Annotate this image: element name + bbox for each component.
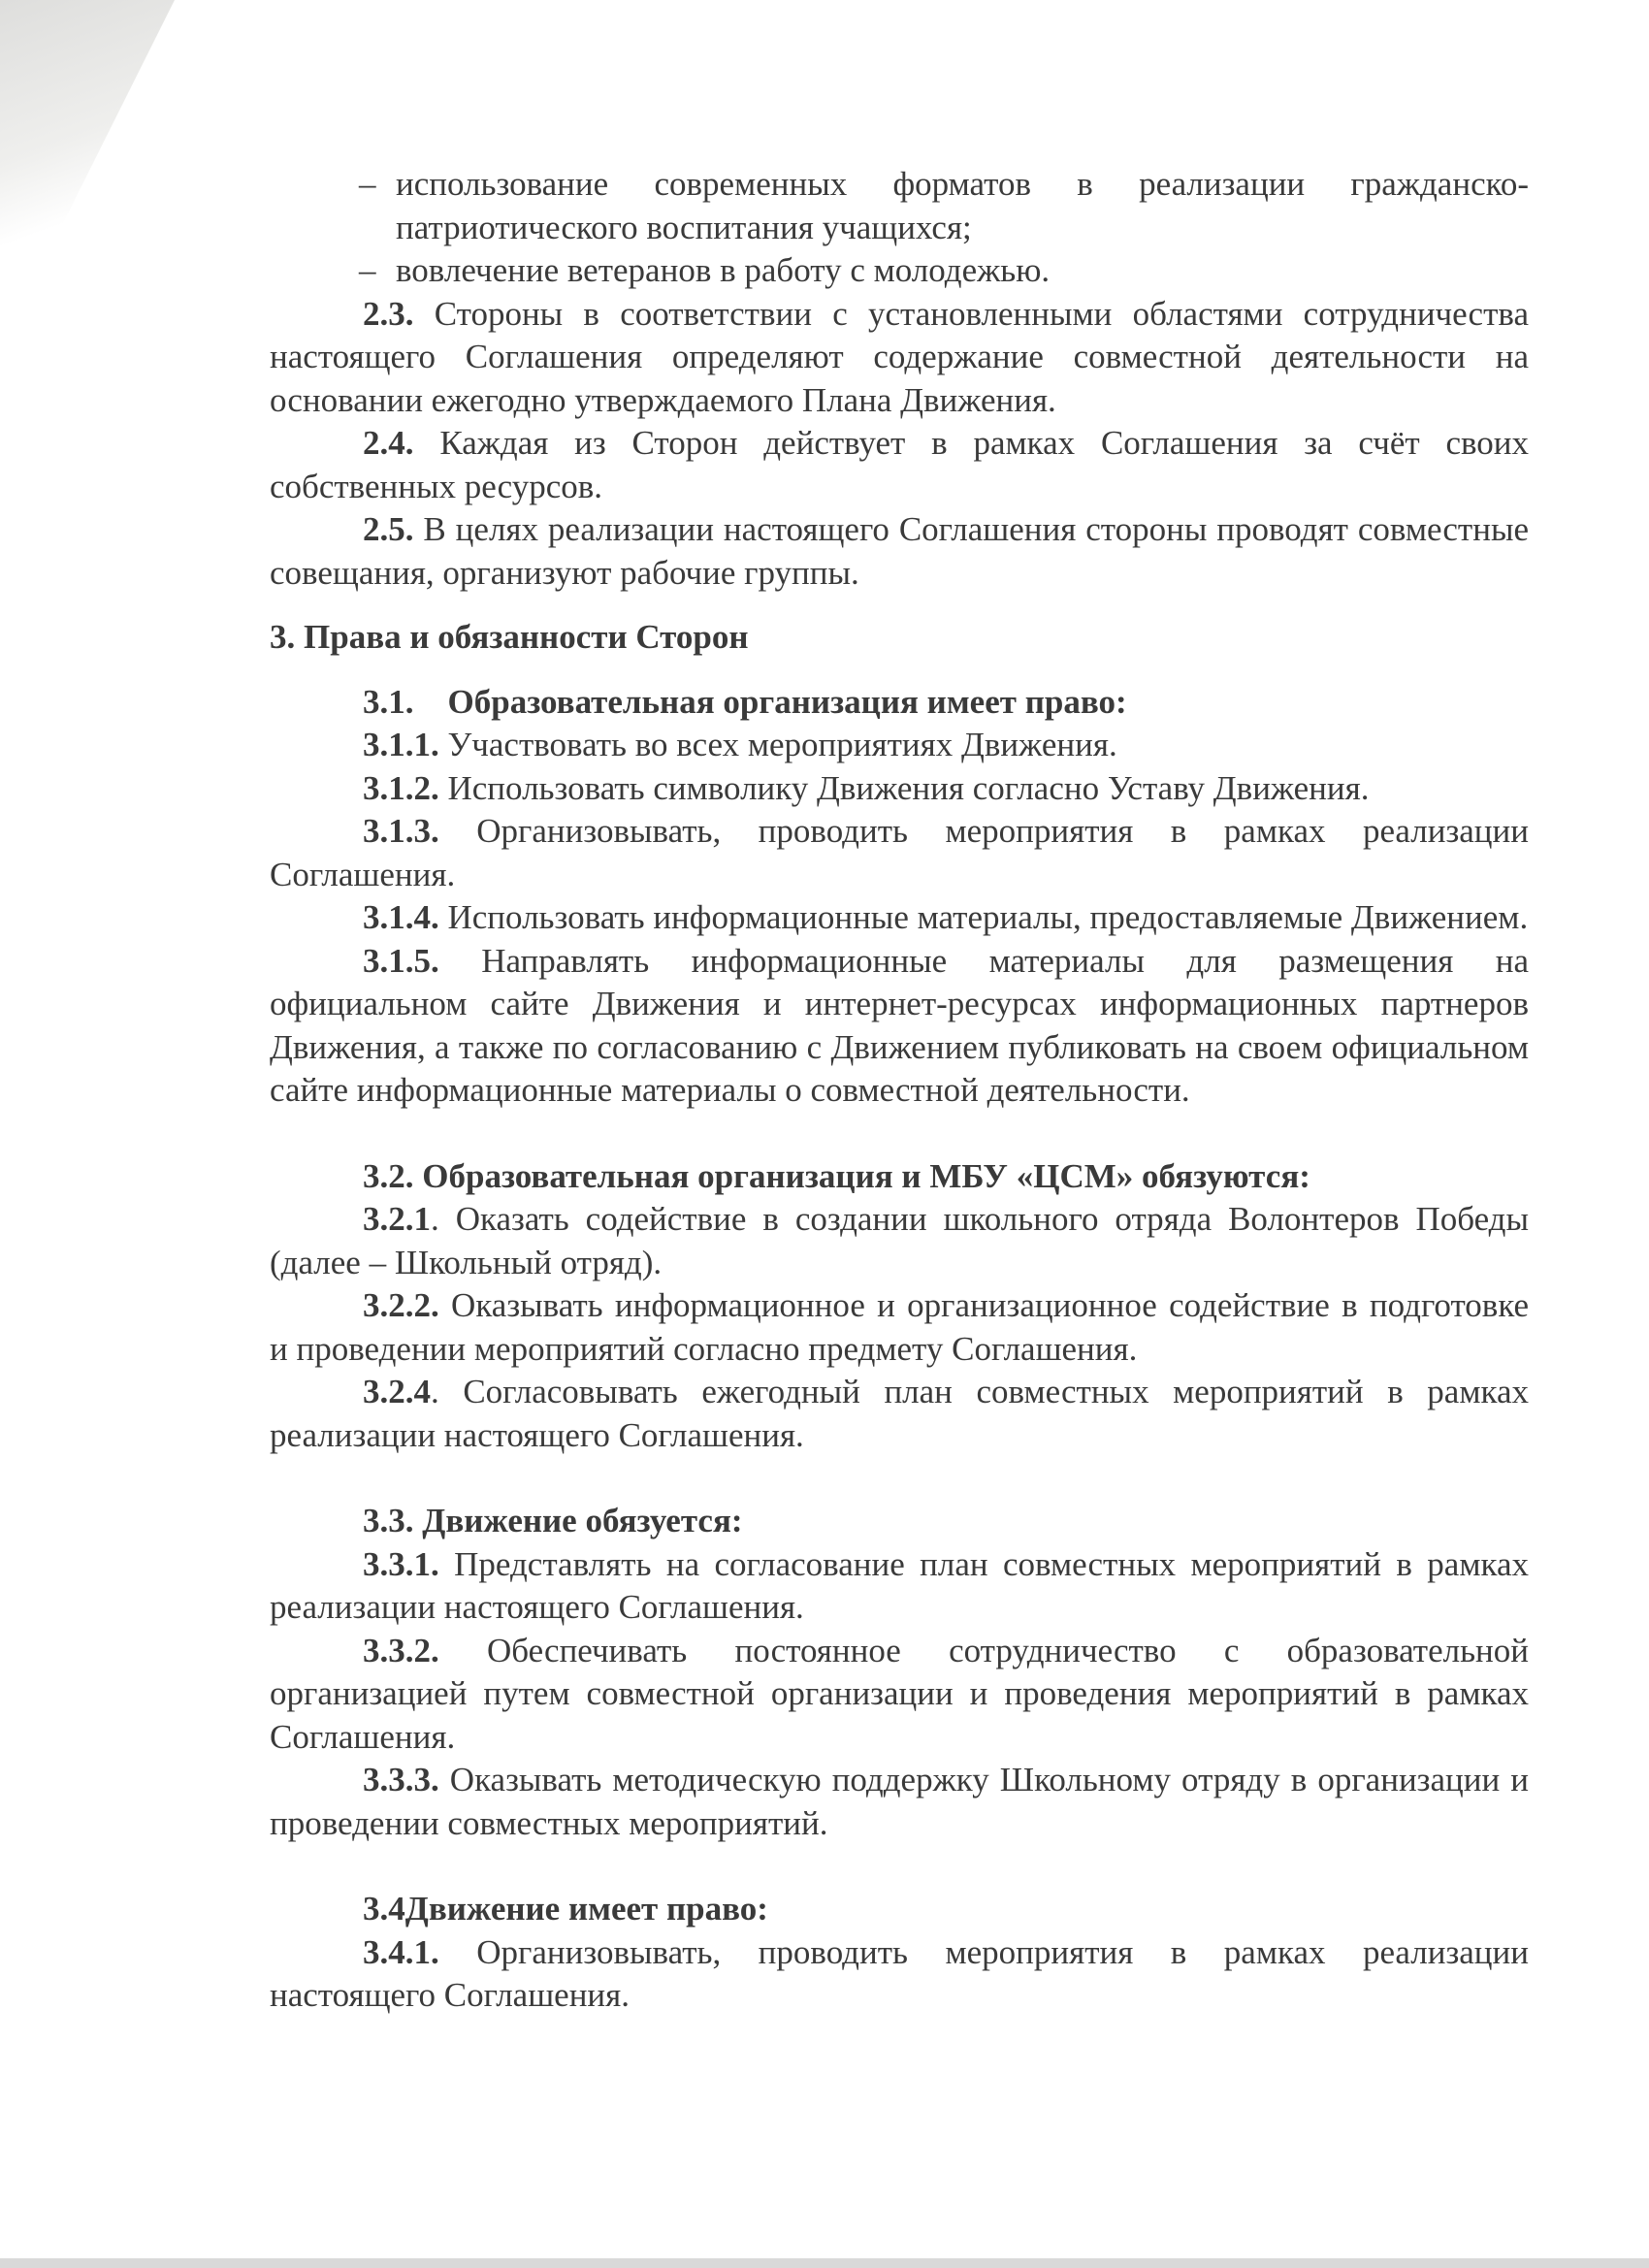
- clause-number: 3.3.1.: [363, 1544, 439, 1583]
- clause-text: Направлять информационные материалы для размещения на официальном сайте Движения и интернет-ресурсах информационных партнеров Движения, а также по согласованию с Движением публиковать на своем официальном сайте информационные материалы о совместной деятельности.: [270, 941, 1530, 1109]
- clause-number: 2.5.: [363, 510, 414, 548]
- list-item: [359, 163, 1529, 249]
- clause-text: Обеспечивать постоянное сотрудничество с образовательной организацией путем совместной организации и проведения мероприятий в рамках Соглашения.: [270, 1631, 1529, 1756]
- clause-text: Использовать символику Движения согласно Уставу Движения.: [447, 768, 1370, 807]
- clause-text: Участвовать во всех мероприятиях Движения.: [447, 726, 1117, 763]
- clause-number: 3.3.2.: [363, 1631, 439, 1669]
- folded-corner-artifact: [0, 0, 175, 349]
- paragraph-3-1-5: [270, 940, 1529, 1113]
- dash-marker: –: [359, 165, 376, 203]
- subsection-3-4-heading: 3.4Движение имеет право:: [363, 1890, 768, 1928]
- clause-number: 2.3.: [363, 294, 414, 333]
- paragraph-3-1-3: [270, 810, 1529, 896]
- clause-text: Организовывать, проводить мероприятия в рамках реализации Соглашения.: [270, 812, 1529, 893]
- paragraph-2-4: [270, 422, 1529, 508]
- clause-number: 3.1.1.: [363, 726, 439, 763]
- paragraph-3-2-4: [270, 1371, 1529, 1457]
- clause-text: Представлять на согласование план совместных мероприятий в рамках реализации настоящего Соглашения.: [270, 1544, 1529, 1626]
- subsection-heading-text: . Движение обязуется:: [404, 1502, 743, 1539]
- paragraph-3-1-4: [270, 896, 1529, 940]
- list-item: [359, 249, 1529, 293]
- list-item-text: использование современных форматов в реализации гражданско-патриотического воспитания учащихся;: [396, 165, 1529, 246]
- paragraph-3-3-2: [270, 1630, 1529, 1760]
- clause-text: Стороны в соответствии с установленными областями сотрудничества настоящего Соглашения определяют содержание совместной деятельности на основании ежегодно утверждаемого Плана Движения.: [270, 294, 1529, 419]
- clause-text: Оказывать информационное и организационное содействие в подготовке и проведении мероприятий согласно предмету Соглашения.: [270, 1286, 1529, 1368]
- paragraph-3-2-2: [270, 1284, 1529, 1371]
- document-body: [270, 163, 1529, 2018]
- clause-text: Организовывать, проводить мероприятия в рамках реализации настоящего Соглашения.: [270, 1932, 1529, 2014]
- clause-number: 3.4.1.: [363, 1932, 439, 1971]
- clause-number: 3.2.2.: [363, 1286, 439, 1324]
- clause-text: Каждая из Сторон действует в рамках Соглашения за счёт своих собственных ресурсов.: [270, 424, 1530, 505]
- clause-number: 2.4.: [363, 424, 414, 462]
- paragraph-2-3: [270, 293, 1529, 423]
- clause-text: . Оказать содействие в создании школьного отряда Волонтеров Победы (далее – Школьный отряд).: [270, 1200, 1529, 1281]
- section-3-title: 3. Права и обязанности Сторон: [270, 618, 749, 656]
- spacer: [270, 1457, 1529, 1500]
- clause-number: 3.1.5.: [363, 941, 439, 980]
- clause-number: 3.2.4: [363, 1373, 431, 1410]
- list-item-text: вовлечение ветеранов в работу с молодежью.: [396, 251, 1051, 289]
- paragraph-3-1-1: [270, 724, 1529, 767]
- clause-number: 3.1.3.: [363, 812, 439, 850]
- paragraph-3-3-3: [270, 1759, 1529, 1845]
- paragraph-3-2-1: [270, 1198, 1529, 1284]
- paragraph-3-4-1: [270, 1931, 1529, 2018]
- clause-number: 3.3.3.: [363, 1761, 439, 1798]
- paragraph-2-5: [270, 508, 1529, 595]
- clause-number: 3.3: [363, 1502, 405, 1539]
- paragraph-3-3-1: [270, 1543, 1529, 1630]
- spacer: [270, 1845, 1529, 1888]
- spacer: [270, 1113, 1529, 1155]
- subsection-3-2-heading: 3.2. Образовательная организация и МБУ «ЦСМ» обязуются:: [363, 1156, 1310, 1195]
- clause-text: . Согласовывать ежегодный план совместных мероприятий в рамках реализации настоящего Соглашения.: [270, 1373, 1529, 1454]
- clause-text: Использовать информационные материалы, предоставляемые Движением.: [447, 898, 1529, 936]
- subsection-3-1-heading: 3.1. Образовательная организация имеет право:: [363, 682, 1127, 721]
- clause-number: 3.1.2.: [363, 768, 439, 807]
- scan-bottom-edge: [0, 2258, 1649, 2268]
- clause-text: Оказывать методическую поддержку Школьному отряду в организации и проведении совместных мероприятий.: [270, 1761, 1529, 1842]
- dash-marker: –: [359, 251, 376, 289]
- clause-number: 3.2.1: [363, 1200, 431, 1238]
- clause-text: В целях реализации настоящего Соглашения стороны проводят совместные совещания, организуют рабочие группы.: [270, 510, 1530, 592]
- subsection-3-3-heading: [270, 1500, 1529, 1543]
- paragraph-3-1-2: [270, 767, 1529, 811]
- clause-number: 3.1.4.: [363, 898, 439, 936]
